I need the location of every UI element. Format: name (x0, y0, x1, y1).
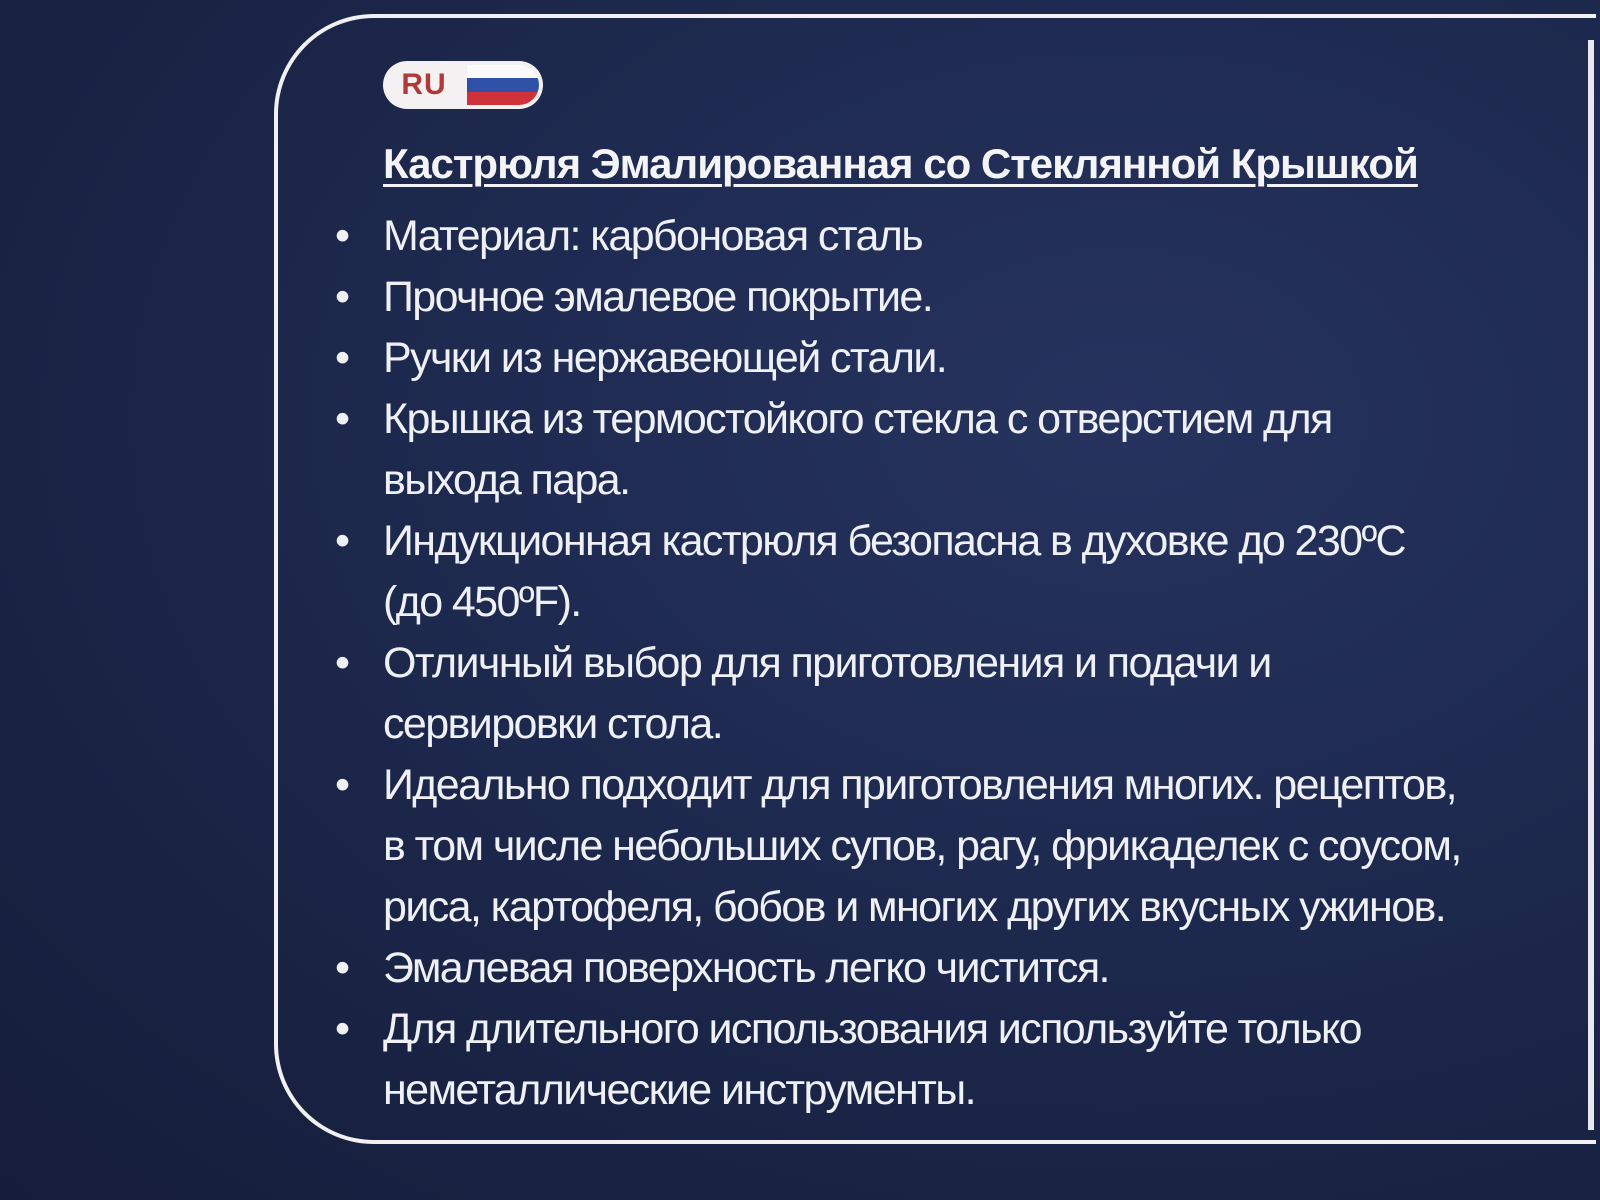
bullet-icon: • (335, 761, 349, 809)
feature-item: • Отличный выбор для приготовления и подачи и сервировки стола. (333, 633, 1563, 755)
language-badge (383, 61, 543, 109)
feature-item: • Ручки из нержавеющей стали. (333, 328, 1563, 389)
bullet-icon: • (335, 395, 349, 443)
bullet-icon: • (335, 334, 349, 382)
feature-list (333, 206, 1563, 1121)
panel-right-edge (1588, 40, 1594, 1130)
product-title: Кастрюля Эмалированная со Стеклянной Крышкой (383, 140, 1418, 187)
bullet-icon: • (335, 273, 349, 321)
feature-item: • Крышка из термостойкого стекла с отверстием для выхода пара. (333, 389, 1563, 511)
feature-item: • Материал: карбоновая сталь (333, 206, 1563, 267)
russia-flag-icon (467, 65, 539, 105)
feature-item: • Прочное эмалевое покрытие. (333, 267, 1563, 328)
bullet-icon: • (335, 212, 349, 260)
feature-item: • Для длительного использования используйте только неметаллические инструменты. (333, 999, 1563, 1121)
bullet-icon: • (335, 639, 349, 687)
bullet-icon: • (335, 1005, 349, 1053)
language-code: RU (401, 68, 447, 101)
feature-item: • Эмалевая поверхность легко чистится. (333, 938, 1563, 999)
bullet-icon: • (335, 944, 349, 992)
bullet-icon: • (335, 517, 349, 565)
feature-item: • Индукционная кастрюля безопасна в духовке до 230ºС (до 450ºF). (333, 511, 1563, 633)
feature-item: • Идеально подходит для приготовления многих. рецептов, в том числе небольших супов, рагу, фрикаделек с соусом, риса, картофеля, бобов и многих других вкусных ужинов. (333, 755, 1563, 938)
